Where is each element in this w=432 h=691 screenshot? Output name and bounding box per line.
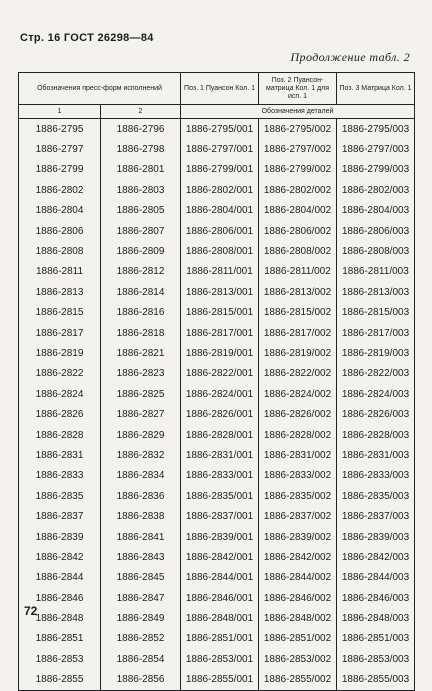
table-cell: 1886-2824 bbox=[19, 384, 101, 404]
table-cell: 1886-2851 bbox=[19, 629, 101, 649]
table-cell: 1886-2803 bbox=[101, 180, 181, 200]
table-cell: 1886-2815 bbox=[19, 303, 101, 323]
table-cell: 1886-2817/003 bbox=[337, 323, 415, 343]
table-cell: 1886-2832 bbox=[101, 445, 181, 465]
table-cell: 1886-2804/003 bbox=[337, 201, 415, 221]
table-cell: 1886-2818 bbox=[101, 323, 181, 343]
table-cell: 1886-2812 bbox=[101, 262, 181, 282]
table-row bbox=[19, 282, 415, 302]
table-cell: 1886-2824/003 bbox=[337, 384, 415, 404]
table-cell: 1886-2795/003 bbox=[337, 119, 415, 140]
table-cell: 1886-2813/003 bbox=[337, 282, 415, 302]
table-cell: 1886-2851/003 bbox=[337, 629, 415, 649]
table-cell: 1886-2797/001 bbox=[181, 139, 259, 159]
table-cell: 1886-2846 bbox=[19, 588, 101, 608]
header-matrix: Поз. 3 Матрица Кол. 1 bbox=[337, 73, 415, 105]
table-cell: 1886-2804/002 bbox=[259, 201, 337, 221]
table-cell: 1886-2816 bbox=[101, 303, 181, 323]
table-cell: 1886-2797/002 bbox=[259, 139, 337, 159]
table-cell: 1886-2849 bbox=[101, 608, 181, 628]
table-cell: 1886-2848/003 bbox=[337, 608, 415, 628]
table-cell: 1886-2826 bbox=[19, 404, 101, 424]
table-cell: 1886-2811/002 bbox=[259, 262, 337, 282]
table-cell: 1886-2844/001 bbox=[181, 568, 259, 588]
table-cell: 1886-2841 bbox=[101, 527, 181, 547]
table-row bbox=[19, 262, 415, 282]
table-cell: 1886-2837/002 bbox=[259, 506, 337, 526]
table-cell: 1886-2837/003 bbox=[337, 506, 415, 526]
table-cell: 1886-2822/003 bbox=[337, 364, 415, 384]
table-cell: 1886-2808/002 bbox=[259, 241, 337, 261]
table-cell: 1886-2855/003 bbox=[337, 670, 415, 691]
table-cell: 1886-2855 bbox=[19, 670, 101, 691]
table-cell: 1886-2829 bbox=[101, 425, 181, 445]
table-cell: 1886-2821 bbox=[101, 343, 181, 363]
table-row bbox=[19, 303, 415, 323]
table-cell: 1886-2808 bbox=[19, 241, 101, 261]
table-cell: 1886-2845 bbox=[101, 568, 181, 588]
table-row bbox=[19, 486, 415, 506]
table-cell: 1886-2855/001 bbox=[181, 670, 259, 691]
table-cell: 1886-2843 bbox=[101, 547, 181, 567]
table-cell: 1886-2819/002 bbox=[259, 343, 337, 363]
table-cell: 1886-2844/002 bbox=[259, 568, 337, 588]
table-cell: 1886-2804 bbox=[19, 201, 101, 221]
table-cell: 1886-2842 bbox=[19, 547, 101, 567]
table-cell: 1886-2855/002 bbox=[259, 670, 337, 691]
table-cell: 1886-2839/002 bbox=[259, 527, 337, 547]
header-punch-matrix: Поз. 2 Пуансон-матрица Кол. 1 для исп. 1 bbox=[259, 73, 337, 105]
table-row bbox=[19, 201, 415, 221]
table-cell: 1886-2848 bbox=[19, 608, 101, 628]
table-cell: 1886-2819/001 bbox=[181, 343, 259, 363]
table-cell: 1886-2819 bbox=[19, 343, 101, 363]
table-cell: 1886-2837 bbox=[19, 506, 101, 526]
table-row bbox=[19, 445, 415, 465]
table-cell: 1886-2822 bbox=[19, 364, 101, 384]
table-cell: 1886-2831/001 bbox=[181, 445, 259, 465]
table-cell: 1886-2814 bbox=[101, 282, 181, 302]
table-cell: 1886-2806/001 bbox=[181, 221, 259, 241]
table-cell: 1886-2817/002 bbox=[259, 323, 337, 343]
table-cell: 1886-2839/001 bbox=[181, 527, 259, 547]
table-cell: 1886-2811/003 bbox=[337, 262, 415, 282]
table-cell: 1886-2856 bbox=[101, 670, 181, 691]
table-cell: 1886-2831/002 bbox=[259, 445, 337, 465]
table-cell: 1886-2799 bbox=[19, 160, 101, 180]
table-cell: 1886-2835/003 bbox=[337, 486, 415, 506]
table-cell: 1886-2822/001 bbox=[181, 364, 259, 384]
table-cell: 1886-2806 bbox=[19, 221, 101, 241]
table-cell: 1886-2819/003 bbox=[337, 343, 415, 363]
table-row bbox=[19, 425, 415, 445]
table-continuation-caption: Продолжение табл. 2 bbox=[290, 50, 410, 64]
table-cell: 1886-2815/001 bbox=[181, 303, 259, 323]
table-cell: 1886-2802/002 bbox=[259, 180, 337, 200]
table-row bbox=[19, 221, 415, 241]
table-cell: 1886-2828/003 bbox=[337, 425, 415, 445]
table-cell: 1886-2825 bbox=[101, 384, 181, 404]
table-cell: 1886-2842/003 bbox=[337, 547, 415, 567]
table-cell: 1886-2798 bbox=[101, 139, 181, 159]
table-row bbox=[19, 506, 415, 526]
table-cell: 1886-2827 bbox=[101, 404, 181, 424]
table-cell: 1886-2846/002 bbox=[259, 588, 337, 608]
header-part-designations: Обозначения деталей bbox=[181, 105, 415, 119]
table-cell: 1886-2839/003 bbox=[337, 527, 415, 547]
header-execution-1: 1 bbox=[19, 105, 101, 119]
table-cell: 1886-2848/001 bbox=[181, 608, 259, 628]
designations-table bbox=[18, 72, 415, 691]
table-row bbox=[19, 629, 415, 649]
table-cell: 1886-2833/002 bbox=[259, 466, 337, 486]
table-row bbox=[19, 588, 415, 608]
table-cell: 1886-2833/001 bbox=[181, 466, 259, 486]
table-cell: 1886-2804/001 bbox=[181, 201, 259, 221]
table-cell: 1886-2813 bbox=[19, 282, 101, 302]
table-cell: 1886-2853/003 bbox=[337, 649, 415, 669]
table-cell: 1886-2828/001 bbox=[181, 425, 259, 445]
table-row bbox=[19, 139, 415, 159]
header-punch: Поз. 1 Пуансон Кол. 1 bbox=[181, 73, 259, 105]
table-row bbox=[19, 241, 415, 261]
table-cell: 1886-2795/001 bbox=[181, 119, 259, 140]
table-cell: 1886-2853/001 bbox=[181, 649, 259, 669]
table-row bbox=[19, 527, 415, 547]
table-cell: 1886-2836 bbox=[101, 486, 181, 506]
table-cell: 1886-2846/001 bbox=[181, 588, 259, 608]
table-cell: 1886-2831/003 bbox=[337, 445, 415, 465]
table-cell: 1886-2826/003 bbox=[337, 404, 415, 424]
table-cell: 1886-2828 bbox=[19, 425, 101, 445]
table-cell: 1886-2826/002 bbox=[259, 404, 337, 424]
table-cell: 1886-2809 bbox=[101, 241, 181, 261]
table-row bbox=[19, 547, 415, 567]
table-cell: 1886-2805 bbox=[101, 201, 181, 221]
table-row bbox=[19, 323, 415, 343]
table-cell: 1886-2802/001 bbox=[181, 180, 259, 200]
table-cell: 1886-2797/003 bbox=[337, 139, 415, 159]
table-cell: 1886-2806/003 bbox=[337, 221, 415, 241]
table-cell: 1886-2813/002 bbox=[259, 282, 337, 302]
table-cell: 1886-2846/003 bbox=[337, 588, 415, 608]
header-execution-2: 2 bbox=[101, 105, 181, 119]
table-row bbox=[19, 384, 415, 404]
table-cell: 1886-2823 bbox=[101, 364, 181, 384]
table-cell: 1886-2851/002 bbox=[259, 629, 337, 649]
table-cell: 1886-2835/002 bbox=[259, 486, 337, 506]
table-cell: 1886-2852 bbox=[101, 629, 181, 649]
table-row bbox=[19, 404, 415, 424]
table-cell: 1886-2799/002 bbox=[259, 160, 337, 180]
table-cell: 1886-2824/001 bbox=[181, 384, 259, 404]
table-cell: 1886-2835/001 bbox=[181, 486, 259, 506]
table-cell: 1886-2854 bbox=[101, 649, 181, 669]
table-cell: 1886-2828/002 bbox=[259, 425, 337, 445]
table-row bbox=[19, 649, 415, 669]
table-cell: 1886-2817/001 bbox=[181, 323, 259, 343]
table-cell: 1886-2853 bbox=[19, 649, 101, 669]
table-cell: 1886-2838 bbox=[101, 506, 181, 526]
table-cell: 1886-2795/002 bbox=[259, 119, 337, 140]
table-cell: 1886-2815/002 bbox=[259, 303, 337, 323]
table-row bbox=[19, 180, 415, 200]
table-cell: 1886-2813/001 bbox=[181, 282, 259, 302]
table-cell: 1886-2811 bbox=[19, 262, 101, 282]
table-cell: 1886-2834 bbox=[101, 466, 181, 486]
table-cell: 1886-2847 bbox=[101, 588, 181, 608]
table-cell: 1886-2815/003 bbox=[337, 303, 415, 323]
header-press-form-designations: Обозначения пресс-форм исполнений bbox=[19, 73, 181, 105]
table-cell: 1886-2848/002 bbox=[259, 608, 337, 628]
table-cell: 1886-2799/001 bbox=[181, 160, 259, 180]
table-row bbox=[19, 670, 415, 691]
table-cell: 1886-2824/002 bbox=[259, 384, 337, 404]
table-cell: 1886-2808/003 bbox=[337, 241, 415, 261]
table-cell: 1886-2833/003 bbox=[337, 466, 415, 486]
table-cell: 1886-2822/002 bbox=[259, 364, 337, 384]
table-cell: 1886-2844/003 bbox=[337, 568, 415, 588]
table-row bbox=[19, 119, 415, 140]
table-row bbox=[19, 343, 415, 363]
table-cell: 1886-2837/001 bbox=[181, 506, 259, 526]
table-cell: 1886-2853/002 bbox=[259, 649, 337, 669]
table-cell: 1886-2851/001 bbox=[181, 629, 259, 649]
page-header: Стр. 16 ГОСТ 26298—84 bbox=[20, 32, 154, 44]
table-row bbox=[19, 466, 415, 486]
table-cell: 1886-2835 bbox=[19, 486, 101, 506]
table-body bbox=[19, 119, 415, 691]
table-cell: 1886-2802 bbox=[19, 180, 101, 200]
table-cell: 1886-2811/001 bbox=[181, 262, 259, 282]
table-cell: 1886-2796 bbox=[101, 119, 181, 140]
table-cell: 1886-2842/001 bbox=[181, 547, 259, 567]
table-cell: 1886-2844 bbox=[19, 568, 101, 588]
table-cell: 1886-2795 bbox=[19, 119, 101, 140]
table-cell: 1886-2817 bbox=[19, 323, 101, 343]
table-cell: 1886-2801 bbox=[101, 160, 181, 180]
table-cell: 1886-2802/003 bbox=[337, 180, 415, 200]
table-row bbox=[19, 160, 415, 180]
table-row bbox=[19, 608, 415, 628]
table-cell: 1886-2839 bbox=[19, 527, 101, 547]
table-cell: 1886-2826/001 bbox=[181, 404, 259, 424]
table-cell: 1886-2799/003 bbox=[337, 160, 415, 180]
table-cell: 1886-2833 bbox=[19, 466, 101, 486]
table-row bbox=[19, 364, 415, 384]
table-cell: 1886-2808/001 bbox=[181, 241, 259, 261]
table-cell: 1886-2797 bbox=[19, 139, 101, 159]
table-cell: 1886-2807 bbox=[101, 221, 181, 241]
table-cell: 1886-2806/002 bbox=[259, 221, 337, 241]
table-cell: 1886-2842/002 bbox=[259, 547, 337, 567]
table-row bbox=[19, 568, 415, 588]
table-cell: 1886-2831 bbox=[19, 445, 101, 465]
page-number: 72 bbox=[24, 604, 38, 618]
